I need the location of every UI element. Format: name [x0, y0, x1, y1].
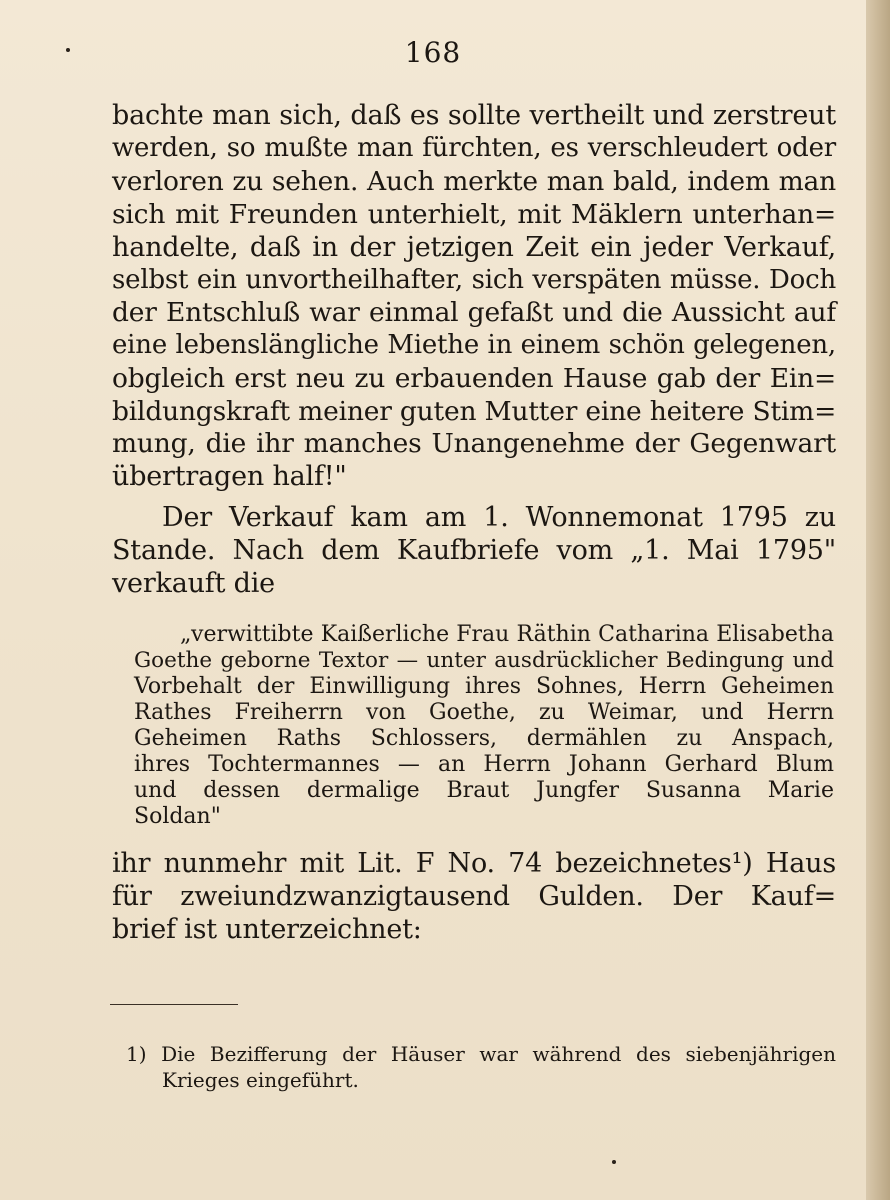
text-line: Geheimen Raths Schlossers, dermählen zu Anspach,	[134, 726, 834, 751]
text-line: „verwittibte Kaißerliche Frau Räthin Catharina Elisabetha	[180, 622, 834, 647]
text-line: der Entschluß war einmal gefaßt und die Aussicht auf	[112, 297, 836, 328]
text-line: ihr nunmehr mit Lit. F No. 74 bezeichnetes¹) Haus	[112, 848, 836, 879]
text-line: und dessen dermalige Braut Jungfer Susanna Marie	[134, 778, 834, 803]
text-line: obgleich erst neu zu erbauenden Hause gab der Ein=	[112, 363, 836, 394]
text-line: verkauft die	[112, 568, 275, 599]
text-line: werden, so mußte man fürchten, es verschleudert oder	[112, 133, 836, 163]
text-line: eine lebenslängliche Miethe in einem schön gelegenen,	[112, 330, 836, 360]
text-line: selbst ein unvortheilhafter, sich verspäten müsse. Doch	[112, 265, 836, 295]
footnote-line: 1) Die Bezifferung der Häuser war während des siebenjährigen	[126, 1042, 836, 1066]
text-line: brief ist unterzeichnet:	[112, 914, 422, 945]
text-line: ihres Tochtermannes — an Herrn Johann Gerhard Blum	[134, 752, 834, 777]
page-edge	[866, 0, 890, 1200]
text-line: bildungskraft meiner guten Mutter eine heitere Stim=	[112, 396, 837, 427]
text-line: bachte man sich, daß es sollte vertheilt und zerstreut	[112, 100, 836, 131]
footnote-line: Krieges eingeführt.	[162, 1068, 359, 1092]
text-line: Der Verkauf kam am 1. Wonnemonat 1795 zu	[162, 502, 836, 533]
print-speck	[612, 1160, 616, 1164]
text-line: Rathes Freiherrn von Goethe, zu Weimar, und Herrn	[134, 700, 834, 725]
text-line: verloren zu sehen. Auch merkte man bald, indem man	[112, 166, 836, 197]
text-line: sich mit Freunden unterhielt, mit Mäklern unterhan=	[112, 199, 836, 230]
text-line: mung, die ihr manches Unangenehme der Gegenwart	[112, 428, 836, 459]
text-line: handelte, daß in der jetzigen Zeit ein jeder Verkauf,	[112, 232, 836, 263]
text-line: für zweiundzwanzigtausend Gulden. Der Kauf=	[112, 881, 836, 912]
text-line: Vorbehalt der Einwilligung ihres Sohnes, Herrn Geheimen	[134, 674, 834, 699]
text-line: Stande. Nach dem Kaufbriefe vom „1. Mai 1795"	[112, 535, 836, 566]
footnote-rule	[110, 1004, 238, 1005]
text-line: Goethe geborne Textor — unter ausdrücklicher Bedingung und	[134, 648, 834, 673]
text-line: Soldan"	[134, 804, 221, 829]
text-line: übertragen half!"	[112, 461, 347, 492]
page-number: 168	[404, 36, 462, 69]
